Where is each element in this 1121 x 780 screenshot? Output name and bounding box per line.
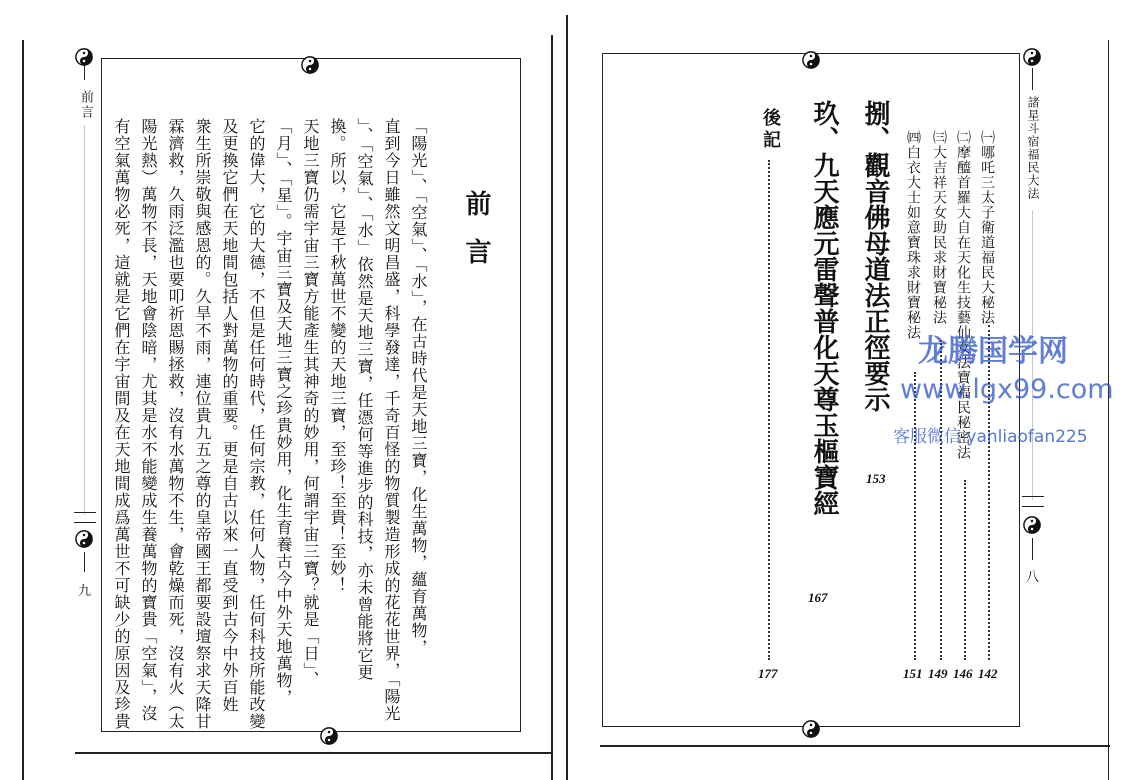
toc-page-number: 142 <box>978 666 998 681</box>
toc-page-number: 177 <box>758 666 778 681</box>
toc-chapter: 玖、九天應元雷聲普化天尊玉樞寶經 <box>809 100 839 516</box>
running-head-right: 諸星斗宿福民大法 <box>1026 96 1040 200</box>
paragraph-column: 霖濟救，久雨泛濫也要叩祈恩賜拯救，沒有水萬物不生，會乾燥而死，沒有火（太 <box>166 118 185 730</box>
page-number-left: 九 <box>78 584 92 599</box>
yin-yang-icon <box>75 530 93 548</box>
watermark-url: www.lgx99.com <box>900 374 1114 405</box>
toc-leader <box>914 372 916 660</box>
bottom-rule-left <box>75 752 553 754</box>
paragraph-column: 天地三寶仍需宇宙三寶方能產生其神奇的妙用，何謂宇宙三寶？就是「日」、 <box>301 118 320 688</box>
right-edge-line <box>1108 40 1109 780</box>
toc-leader <box>964 480 966 660</box>
yin-yang-icon <box>1023 516 1041 534</box>
bottom-rule-right <box>600 745 1110 747</box>
yin-yang-icon <box>320 727 338 745</box>
margin-tick-right-2 <box>1022 506 1044 507</box>
toc-page-number: 146 <box>953 666 973 681</box>
paragraph-column: 」、「空氣」、「水」依然是天地三寶，任憑何等進步的科技，亦未曾能將它更 <box>355 118 374 681</box>
toc-page-number: 149 <box>928 666 948 681</box>
toc-afterword: 後記 <box>760 108 781 152</box>
watermark-contact: 客服微信 yanliaofan225 <box>893 427 1088 447</box>
spine-line-right <box>566 15 568 780</box>
yin-yang-icon <box>802 51 820 69</box>
paragraph-column: 有空氣萬物必死，這就是它們在宇宙間及在天地間成爲萬世不可缺少的原因及珍貴 <box>112 118 131 730</box>
paragraph-column: 陽光熱）萬物不長，天地會陰暗，尤其是水不能變成生養萬物的寶貴「空氣」，沒 <box>139 118 158 722</box>
margin-tick-right-1 <box>1022 496 1044 497</box>
paragraph-column: 直到今日雖然文明昌盛，科學發達，千奇百怪的物質製造形成的花花世界，「陽光 <box>382 118 401 722</box>
toc-page-number: 153 <box>866 471 886 486</box>
yin-yang-icon <box>802 720 820 738</box>
toc-page-number: 167 <box>808 590 828 605</box>
left-edge-line <box>22 40 24 780</box>
paragraph-column: 換。所以，它是千秋萬世不變的天地三寶，至珍！至貴！至妙！ <box>328 118 347 594</box>
toc-page-number: 151 <box>903 666 923 681</box>
running-head-left: 前言 <box>78 90 93 120</box>
toc-entry: ㈣白衣大士如意寶珠求財寶秘法 <box>905 130 921 340</box>
margin-tick-2 <box>74 522 96 523</box>
spine-line-left <box>551 35 553 780</box>
paragraph-column: 及更換它們在天地間包括人對萬物的重要。更是自古以來一直受到古今中外百姓 <box>220 118 239 713</box>
page-number-right: 八 <box>1026 570 1040 585</box>
margin-rule-low-right <box>1032 538 1033 560</box>
toc-entry: ㈡摩醯首羅大自在天化生技藝仙女法寶福民秘密法 <box>955 130 971 460</box>
watermark-title: 龙腾国学网 <box>918 334 1068 369</box>
toc-chapter: 捌、觀音佛母道法正徑要示 <box>860 100 890 412</box>
yin-yang-icon <box>75 48 93 66</box>
toc-entry: ㈢大吉祥天女助民求財寶秘法 <box>931 130 947 325</box>
margin-tick-1 <box>74 512 96 513</box>
yin-yang-icon <box>1023 48 1041 66</box>
margin-rule-mid <box>84 125 85 515</box>
toc-leader <box>768 160 770 660</box>
yin-yang-icon <box>301 56 319 74</box>
paragraph-column: 「月」、「星」。宇宙三寶及天地三寶之珍貴妙用，化生育養古今中外天地萬物， <box>274 118 293 706</box>
margin-rule-top-right <box>1032 68 1033 90</box>
paragraph-column: 衆生所崇敬與感恩的。久旱不雨，連位貴九五之尊的皇帝國王都要設壇祭求天降甘 <box>193 118 212 730</box>
margin-rule-low <box>84 552 85 572</box>
paragraph-column: 「陽光」、「空氣」、「水」，在古時代是天地三寶，化生萬物，蘊育萬物， <box>409 118 428 656</box>
toc-entry: ㈠哪吒三太子衛道福民大秘法 <box>979 130 995 325</box>
page-title: 前言 <box>461 190 491 286</box>
paragraph-column: 它的偉大，它的大德，不但是任何時代，任何宗教，任何人物，任何科技所能改變 <box>247 118 266 730</box>
